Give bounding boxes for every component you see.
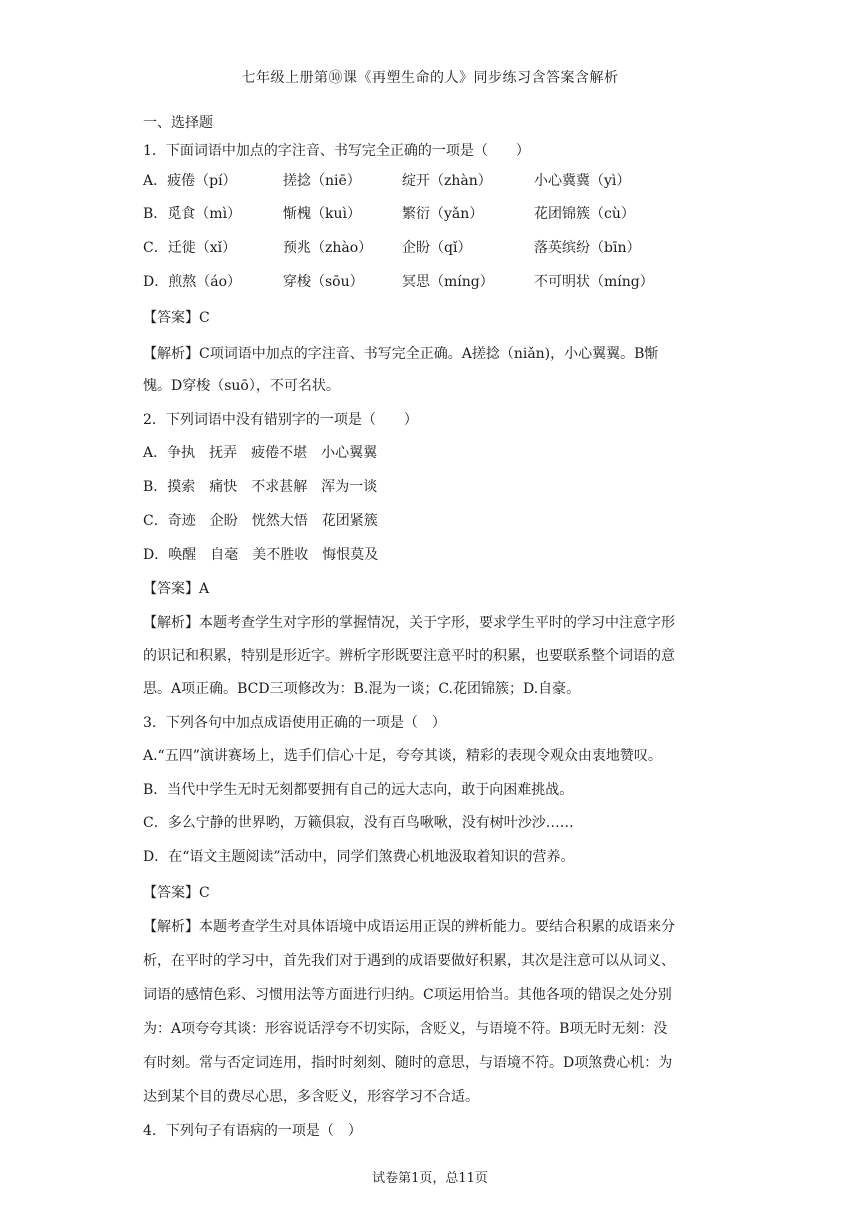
q3-answer: 【答案】C <box>143 885 210 901</box>
q1-c-4: 落英缤纷（bīn） <box>534 240 641 256</box>
q3-option-a: A.“五四”演讲赛场上，选手们信心十足，夸夸其谈，精彩的表现令观众由衷地赞叹。 <box>143 748 662 764</box>
q3-option-d: D．在“语文主题阅读”活动中，同学们煞费心机地汲取着知识的营养。 <box>143 849 575 865</box>
document-title: 七年级上册第⑩课《再塑生命的人》同步练习含答案含解析 <box>241 70 619 86</box>
q2-answer: 【答案】A <box>143 581 210 597</box>
q3-analysis-line-1: 【解析】本题考查学生对具体语境中成语运用正误的辨析能力。要结合积累的成语来分 <box>143 919 675 935</box>
q1-d-1: D．煎熬（áo） <box>143 274 241 290</box>
q1-answer: 【答案】C <box>143 310 210 326</box>
q3-analysis-line-3: 词语的感情色彩、习惯用法等方面进行归纳。C项运用恰当。其他各项的错误之处分别 <box>143 987 672 1003</box>
q1-b-1: B．觅食（mì） <box>143 206 242 222</box>
section-heading: 一、选择题 <box>143 115 213 131</box>
q1-c-1: C．迁徙（xǐ） <box>143 240 237 256</box>
q2-option-d: D．唤醒 自毫 美不胜收 悔恨莫及 <box>143 547 379 563</box>
q3-analysis-line-6: 达到某个目的费尽心思，多含贬义，形容学习不合适。 <box>143 1089 479 1105</box>
q1-d-4: 不可明状（míng） <box>534 274 654 290</box>
q3-stem: 3．下列各句中加点成语使用正确的一项是（ ） <box>143 715 446 731</box>
q2-analysis-line-1: 【解析】本题考查学生对字形的掌握情况，关于字形，要求学生平时的学习中注意字形 <box>143 615 675 631</box>
q1-b-4: 花团锦簇（cù） <box>534 206 635 222</box>
q2-analysis-line-2: 的识记和积累，特别是形近字。辨析字形既要注意平时的积累，也要联系整个词语的意 <box>143 648 675 664</box>
q3-analysis-line-4: 为：A项夸夸其谈：形容说话浮夸不切实际，含贬义，与语境不符。B项无时无刻：没 <box>143 1021 668 1037</box>
q1-analysis-line-2: 愧。D穿梭（suō），不可名状。 <box>143 378 340 394</box>
q1-a-4: 小心冀冀（yì） <box>534 173 631 189</box>
q4-stem: 4．下列句子有语病的一项是（ ） <box>143 1123 362 1139</box>
q1-analysis-line-1: 【解析】C项词语中加点的字注音、书写完全正确。A搓捻（niǎn)，小心翼翼。B惭 <box>143 346 659 362</box>
q2-option-c: C．奇迹 企盼 恍然大悟 花团紧簇 <box>143 513 378 529</box>
q1-a-1: A．疲倦（pí） <box>143 173 237 189</box>
q1-d-3: 冥思（míng） <box>402 274 494 290</box>
q1-a-2: 搓捻（niē） <box>283 173 361 189</box>
q2-option-b: B．摸索 痛快 不求甚解 浑为一谈 <box>143 479 378 495</box>
q3-analysis-line-2: 析，在平时的学习中，首先我们对于遇到的成语要做好积累，其次是注意可以从词义、 <box>143 953 675 969</box>
q2-analysis-line-3: 思。A项正确。BCD三项修改为：B.混为一谈；C.花团锦簇；D.自豪。 <box>143 681 581 697</box>
q3-option-c: C．多么宁静的世界哟，万籁俱寂，没有百鸟啾啾，没有树叶沙沙…… <box>143 815 574 831</box>
q1-a-3: 绽开（zhàn） <box>402 173 492 189</box>
q1-d-2: 穿梭（sōu） <box>283 274 364 290</box>
q1-b-2: 惭槐（kuì） <box>283 206 361 222</box>
q3-analysis-line-5: 有时刻。常与否定词连用，指时时刻刻、随时的意思，与语境不符。D项煞费心机：为 <box>143 1055 673 1071</box>
q1-stem: 1．下面词语中加点的字注音、书写完全正确的一项是（ ） <box>143 143 530 159</box>
q3-option-b: B．当代中学生无时无刻都要拥有自己的远大志向，敢于向困难挑战。 <box>143 782 574 798</box>
q2-option-a: A．争执 抚弄 疲倦不堪 小心翼翼 <box>143 445 378 461</box>
q1-c-2: 预兆（zhào） <box>283 240 373 256</box>
q1-c-3: 企盼（qǐ） <box>402 240 472 256</box>
page-footer: 试卷第1页，总11页 <box>372 1171 488 1186</box>
q2-stem: 2．下列词语中没有错别字的一项是（ ） <box>143 412 418 428</box>
q1-b-3: 繁衍（yǎn） <box>402 206 484 222</box>
